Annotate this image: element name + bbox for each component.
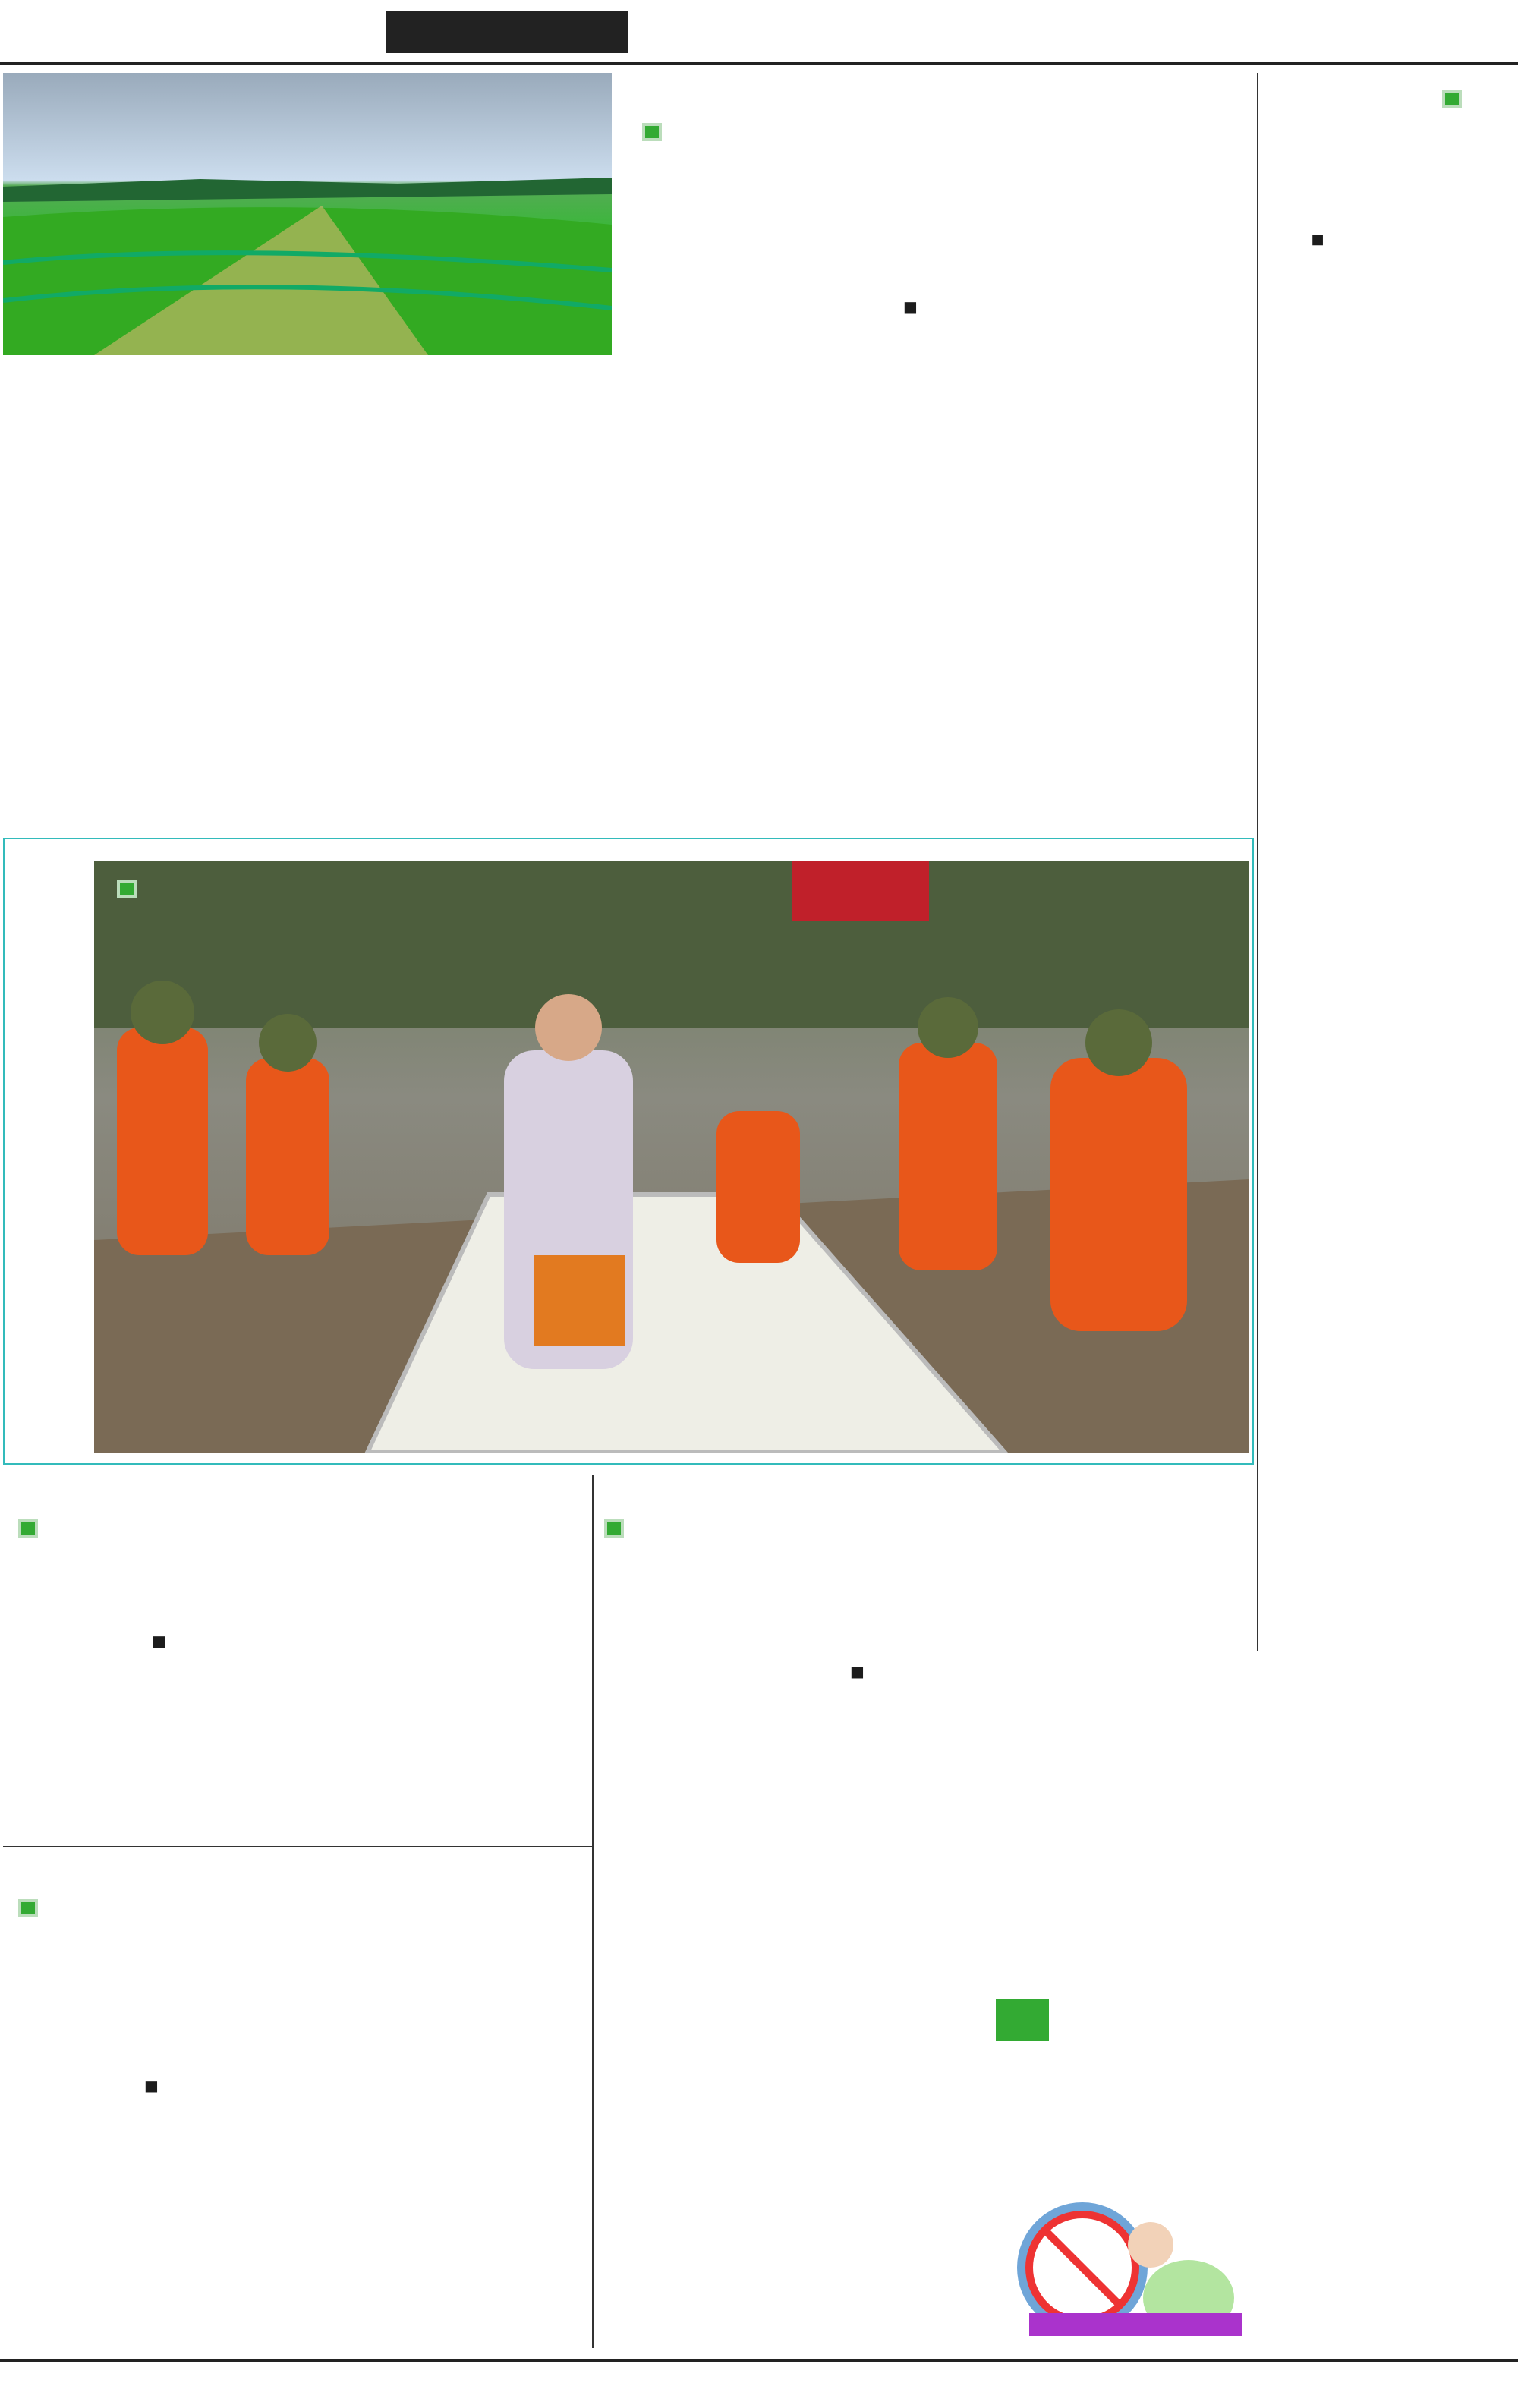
story-column-3 [1032, 1700, 1249, 1935]
flood-rescue-photo [94, 861, 1249, 1453]
kicker-box-icon [117, 880, 137, 898]
hometown-kicker [18, 1897, 49, 1919]
kicker-box-icon [1442, 90, 1462, 108]
footer-info [0, 2359, 1518, 2408]
poem-author [152, 1632, 171, 1650]
hometown-author [144, 2076, 163, 2095]
song-column-3 [838, 361, 1252, 821]
masthead [0, 0, 1518, 65]
no-smoking-illustration [999, 2154, 1249, 2343]
rescue-illustration [94, 861, 1249, 1453]
section-title [386, 11, 628, 53]
song-kicker [642, 121, 672, 143]
public-service-ad [991, 1994, 1254, 2351]
song-author [903, 297, 922, 316]
kicker-box-icon [604, 1519, 624, 1538]
song-column-2 [422, 361, 829, 821]
middle-divider [592, 1475, 594, 2348]
kicker-box-icon [18, 1519, 38, 1538]
poem-kicker [18, 1518, 49, 1540]
kicker-box-icon [18, 1899, 38, 1917]
hometown-column-2 [284, 1864, 584, 2334]
story-column-1 [604, 1700, 808, 2351]
farmland-photo [3, 73, 612, 355]
values-label [996, 1999, 1049, 2041]
right-author [1309, 231, 1327, 249]
photo-kicker [117, 879, 147, 900]
section-divider [3, 1846, 592, 1847]
right-divider [1257, 73, 1258, 1651]
author-marker-icon: ■ [1311, 231, 1324, 247]
hometown-column-1 [3, 2107, 272, 2348]
kicker-box-icon [642, 123, 662, 141]
farmland-illustration [3, 73, 612, 355]
story-kicker [604, 1518, 635, 1540]
story-author [850, 1662, 869, 1680]
song-column-1 [3, 361, 410, 821]
right-article-body [1271, 471, 1507, 1950]
